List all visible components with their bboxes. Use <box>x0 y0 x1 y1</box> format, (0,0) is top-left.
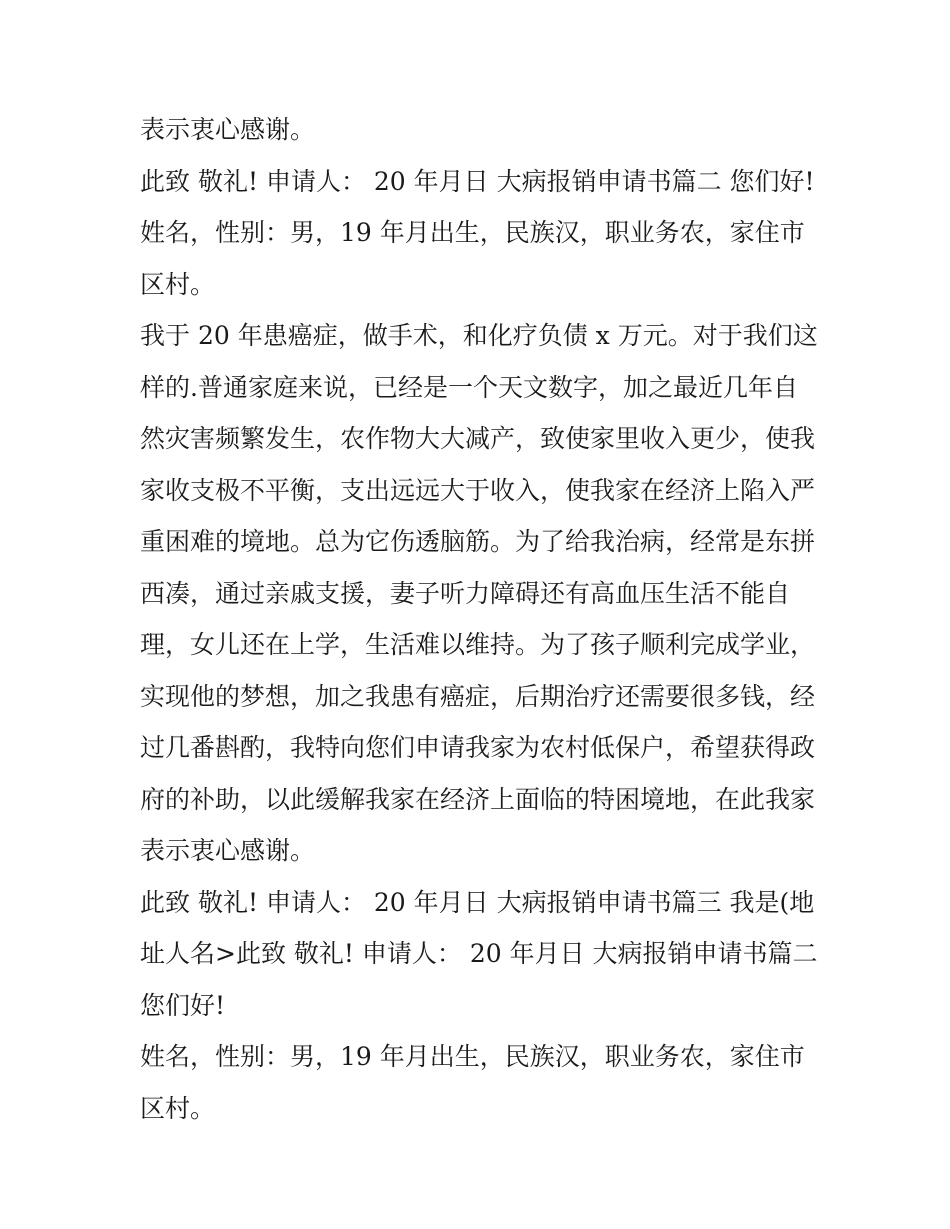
text-line: 姓名，性别：男，19 年月出生，民族汉，职业务农，家住市 <box>140 1042 805 1071</box>
text-line: 区村。 <box>140 1093 216 1123</box>
text-line: 然灾害频繁发生，农作物大大减产，致使家里收入更少，使我 <box>140 424 816 453</box>
text-line: 表示衷心感谢。 <box>140 836 316 865</box>
text-line: 家收支极不平衡，支出远远大于收入，使我家在经济上陷入严 <box>140 475 816 505</box>
text-line: 姓名，性别：男，19 年月出生，民族汉，职业务农，家住市 <box>140 218 805 247</box>
text-line: 府的补助，以此缓解我家在经济上面临的特困境地，在此我家 <box>140 784 816 814</box>
text-line: 址人名>此致 敬礼! 申请人： 20 年月日 大病报销申请书篇二 <box>140 939 818 968</box>
text-line: 过几番斟酌，我特向您们申请我家为农村低保户，希望获得政 <box>140 733 816 762</box>
text-line: 理，女儿还在上学，生活难以维持。为了孩子顺利完成学业， <box>140 630 816 659</box>
text-line: 区村。 <box>140 269 216 299</box>
text-line: 此致 敬礼! 申请人： 20 年月日 大病报销申请书篇二 您们好! <box>140 166 815 196</box>
text-line: 您们好! <box>140 990 226 1020</box>
text-line: 西凑，通过亲戚支援，妻子听力障碍还有高血压生活不能自 <box>140 578 791 608</box>
text-line: 此致 敬礼! 申请人： 20 年月日 大病报销申请书篇三 我是(地 <box>140 887 815 917</box>
text-line: 重困难的境地。总为它伤透脑筋。为了给我治病，经常是东拼 <box>140 527 816 556</box>
text-line: 样的.普通家庭来说，已经是一个天文数字，加之最近几年自 <box>140 372 798 402</box>
document-body <box>140 104 820 1134</box>
text-line: 实现他的梦想，加之我患有癌症，后期治疗还需要很多钱，经 <box>140 681 816 711</box>
text-line: 我于 20 年患癌症，做手术，和化疗负债 x 万元。对于我们这 <box>140 321 818 350</box>
text-line: 表示衷心感谢。 <box>140 115 316 144</box>
